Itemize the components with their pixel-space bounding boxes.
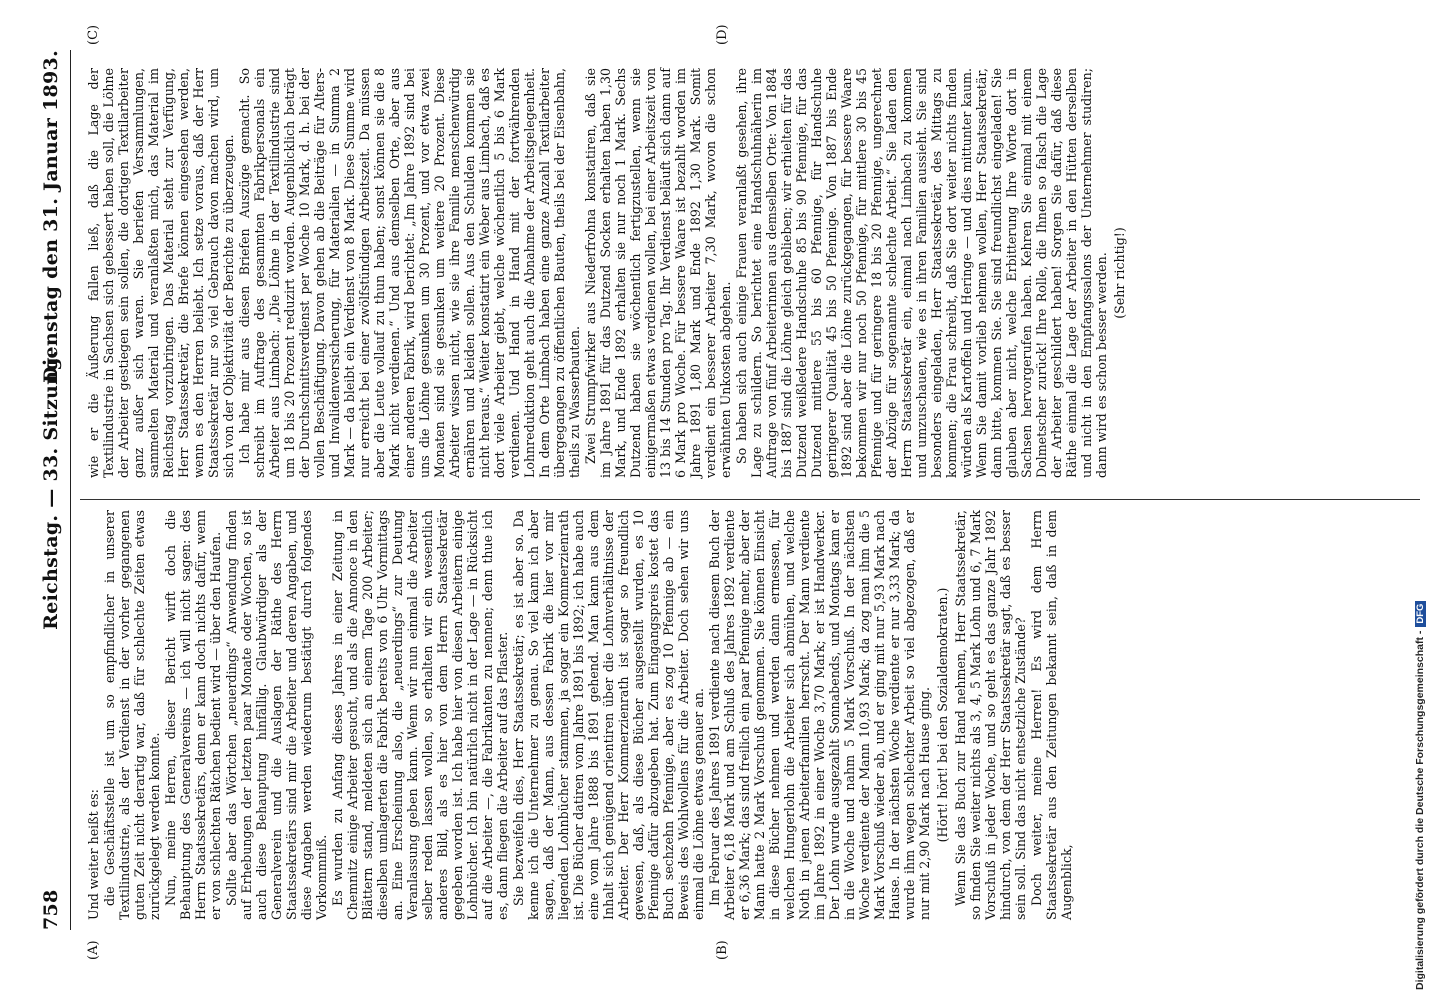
digitization-credit [1410, 0, 1432, 1000]
page-header [40, 50, 71, 930]
paragraph: Und weiter heißt es: [86, 789, 101, 920]
margin-marker-a: (A) [86, 940, 101, 960]
column-divider [80, 499, 1420, 500]
margin-marker-c: (C) [86, 24, 101, 45]
margin-marker-b: (B) [715, 940, 730, 960]
credit-text: Digitalisierung gefördert durch die Deutsche Forschungsgemeinschaft - [1414, 630, 1426, 990]
paragraph: Es wurden zu Anfang dieses Jahres in einer Zeitung in Chemnitz einige Arbeiter gesucht, und als die Annonce in den Blättern stand, meldeten sich an einem Tage 200 Arbeiter; dieselben umlagerten die Fabrik bereits von 6 Uhr Vormittags an. Eine Erscheinung also, die „neuerdings“ zur Deutung Veranlassung geben kann. Wenn wir nun einmal die Arbeiter selber reden lassen wollen, so erhalten wir ein wesentlich anderes Bild, als es hier von dem Herrn Staatssekretär gegeben worden ist. Ich habe hier von diesen Arbeitern einige Lohnbücher. Ich bin natürlich nicht in der Lage — in Rücksicht auf die Arbeiter —, die Fabrikanten zu nennen; denn thue ich es, dann fliegen die Arbeiter auf das Pflaster. [330, 510, 510, 920]
paragraph: Wenn Sie das Buch zur Hand nehmen, Herr Staatssekretär, so finden Sie weiter nichts als 3, 4, 5 Mark Lohn und 6, 7 Mark Vorschuß in jeder Woche, und so geht es das ganze Jahr 1892 hindurch, von dem der Herr Staatssekretär sagt, daß es besser sein soll. Sind das nicht entsetzliche Zustände? [953, 510, 1028, 920]
session-date: Dienstag den 31. Januar 1893. [40, 50, 62, 383]
paragraph: Im Februar des Jahres 1891 verdiente nach diesem Buch der Arbeiter 6,18 Mark und am Schluß des Jahres 1892 verdiente er 6,36 Mark; das sind freilich ein paar Pfennige mehr, aber der Mann hatte 2 Mark Vorschuß genommen. Sie können Einsicht in diese Bücher nehmen und werden dann ermessen, für welchen Hungerlohn die Arbeiter sich abmühen, und welche Noth in jenen Arbeiterfamilien herrscht. Der Mann verdiente im Jahre 1892 in einer Woche 3,70 Mark; er ist Handwerker. Der Lohn wurde ausgezahlt Sonnabends, und Montags kam er in die Woche und nahm 5 Mark Vorschuß. In der nächsten Woche verdiente der Mann 10,93 Mark; da zog man ihm die 5 Mark Vorschuß wieder ab, und er ging mit nur 5,93 Mark nach Hause. In der nächsten Woche verdiente er nur 3,33 Mark; da wurde ihm wegen schlechter Arbeit so viel abgezogen, daß er nur mit 2,90 Mark nach Hause ging. [707, 510, 932, 920]
right-column [86, 68, 1130, 478]
paragraph: So haben sich auch einige Frauen veranlaßt gesehen, ihre Lage zu schildern. So berichtet eine Handschuhnäherin im Auftrage von fünf Arbeiterinnen aus demselben Orte: Von 1884 bis 1887 sind die Löhne gleich geblieben; wir erhielten für das Dutzend weißledere Handschuhe 85 bis 90 Pfennige, für das Dutzend mittlere 55 bis 60 Pfennige, für Handschuhe geringerer Qualität 45 bis 50 Pfennige. Von 1887 bis Ende 1892 sind aber die Löhne zurückgegangen, für bessere Waare bekommen wir nur noch 50 Pfennige, für mittlere 30 bis 45 Pfennige und für geringere 18 bis 20 Pfennige, ungerechnet der Abzüge für sogenannte schlechte Arbeit.“ Sie laden den Herrn Staatssekretär ein, einmal nach Limbach zu kommen und umzuschauen, wie es in ihren Familien aussieht. Sie sind besonders eingeladen, Herr Staatssekretär, des Mittags zu kommen; die Frau schreibt, daß Sie dort weiter nichts finden würden als Kartoffeln und Heringe — und dies mittunter kaum. Wenn Sie damit vorlieb nehmen wollen, Herr Staatssekretär, dann bitte, kommen Sie. Sie sind freundlichst eingeladen! Sie glauben aber nicht, welche Erbitterung Ihre Worte dort in Sachsen hervorgerufen haben. Kehren Sie einmal mit einem Dolmetscher zurück! Ihre Rolle, die Ihnen so falsch die Lage der Arbeiter geschildert haben! Sorgen Sie dafür, daß diese Räthe einmal die Lage der Arbeiter in den Hütten derselben und nicht in den Empfangssalons der Unternehmer studiren; dann wird es schon besser werden. [734, 68, 1109, 478]
paragraph: Nun, meine Herren, dieser Bericht wirft doch die Behauptung des Generalvereins — ich will nicht sagen: des Herrn Staatssekretärs, denn er kann doch nichts dafür, wenn er von schlechten Rätchen bedient wird — über den Haufen. [163, 510, 223, 920]
paragraph: wie er die Äußerung fallen ließ, daß die Lage der Textilindustrie in Sachsen sich gebessert haben soll, die Löhne der Arbeiter gestiegen sein sollen, die dortigen Textilarbeiter ganz außer sich waren. Sie beriefen Versammlungen, sammelten Material und veranlaßten mich, das Material im Reichstag vorzubringen. Das Material steht zur Verfügung, Herr Staatssekretär, die Briefe können eingesehen werden, wenn es den Herren beliebt. Ich setze voraus, daß der Herr Staatssekretär nur so viel Gebrauch davon machen wird, um sich von der Objektivität der Berichte zu überzeugen. [86, 68, 236, 478]
dfg-logo: DFG [1415, 601, 1426, 627]
paragraph: Ich habe mir aus diesen Briefen Auszüge gemacht. So schreibt im Auftrage des gesammten Fabrikpersonals ein Arbeiter aus Limbach: „Die Löhne in der Textilindustrie sind um 18 bis 20 Prozent reduzirt worden. Augenblicklich beträgt der Durchschnittsverdienst per Woche 10 Mark, d. h. bei der vollen Beschäftigung. Davon gehen ab die Beiträge für Alters- und Invalidenversicherung, für Materialien — in Summa 2 Mark — da bleibt ein Verdienst von 8 Mark. Diese Summe wird nur erreicht bei einer zwölfstündigen Arbeitszeit. Da müssen aber die Leute vollauf zu thun haben; sonst können sie die 8 Mark nicht verdienen.“ Und aus demselben Orte, aber aus einer anderen Fabrik, wird berichtet: „Im Jahre 1892 sind bei uns die Löhne gesunken um 30 Prozent, und vor etwa zwei Monaten sind sie gesunken um weitere 20 Prozent. Diese Arbeiter wissen nicht, wie sie ihre Familie menschenwürdig ernähren und kleiden sollen. Aus den Schulden kommen sie nicht heraus.“ Weiter konstatirt ein Weber aus Limbach, daß es dort viele Arbeiter giebt, welche wöchentlich 5 bis 6 Mark verdienen. Und Hand in Hand mit der fortwährenden Lohnreduktion geht auch die Abnahme der Arbeitsgelegenheit. In dem Orte Limbach haben eine ganze Anzahl Textilarbeiter übergegangen zu öffentlichen Bauten, theils bei der Eisenbahn, theils zu Wasserbauten. [237, 68, 582, 478]
paragraph: die Geschäftsstelle ist um so empfindlicher in unserer Textilindustrie, als der Verdienst in der vorher gegangenen guten Zeit nicht derartig war, daß für schlechte Zeiten etwas zurückgelegt werden konnte. [102, 510, 162, 920]
interjection: (Sehr richtig!) [1112, 227, 1127, 319]
session-title: Reichstag. — 33. Sitzung. [40, 350, 62, 630]
interjection: (Hört! hört! bei den Sozialdemokraten.) [935, 587, 950, 843]
paragraph: Sollte aber das Wörtchen „neuerdings“ Anwendung finden auf Erhebungen der letzten paar Monate oder Wochen, so ist auch diese Behauptung hinfällig. Glaubwürdiger als der Generalverein und die Auslagen der Räthe des Herrn Staatssekretärs sind mir die Arbeiter und deren Angaben, und diese Angaben werden wiederum bestätigt durch folgendes Vorkommniß. [224, 510, 329, 920]
paragraph: Doch weiter, meine Herren! Es wird dem Herrn Staatssekretär aus den Zeitungen bekannt sein, daß in dem Augenblick, [1029, 510, 1074, 920]
margin-marker-d: (D) [715, 24, 730, 45]
left-column [86, 510, 1075, 920]
paragraph: Sie bezweifeln dies, Herr Staatssekretär; es ist aber so. Da kenne ich die Unternehmer zu genau. So viel kann ich aber sagen, daß der Mann, aus dessen Fabrik die hier vor mir liegenden Lohnbücher stammen, ja sogar ein Kommerzienrath ist. Die Bücher datiren vom Jahre 1891 bis 1892; ich habe auch eine vom Jahre 1888 bis 1891 gehend. Man kann aus dem Inhalt sich genügend orientiren über die Lohnverhältnisse der Arbeiter. Der Herr Kommerzienrath ist sogar so freundlich gewesen, daß, als diese Bücher ausgestellt wurden, es 10 Pfennige dafür abzugeben hat. Zum Eingangspreis kostet das Buch sechzehn Pfennige, aber es zog 10 Pfennige ab — ein Beweis des Wohlwollens für die Arbeiter. Doch sehen wir uns einmal die Löhne etwas genauer an. [511, 510, 706, 920]
page-number: 758 [40, 889, 62, 930]
paragraph: Zwei Strumpfwirker aus Niederfrohna konstatiren, daß sie im Jahre 1891 für das Dutzend Socken erhalten haben 1,30 Mark, und Ende 1892 erhalten sie nur noch 1 Mark. Sechs Dutzend haben sie wöchentlich fertigzustellen, wenn sie einigermaßen etwas verdienen wollen, bei einer Arbeitszeit von 13 bis 14 Stunden pro Tag. Ihr Verdienst beläuft sich dann auf 6 Mark pro Woche. Für bessere Waare ist bezahlt worden im Jahre 1891 1,80 Mark und Ende 1892 1,30 Mark. Somit verdient ein besserer Arbeiter 7,30 Mark, wovon die schon erwähnten Unkosten abgehen. [583, 68, 733, 478]
